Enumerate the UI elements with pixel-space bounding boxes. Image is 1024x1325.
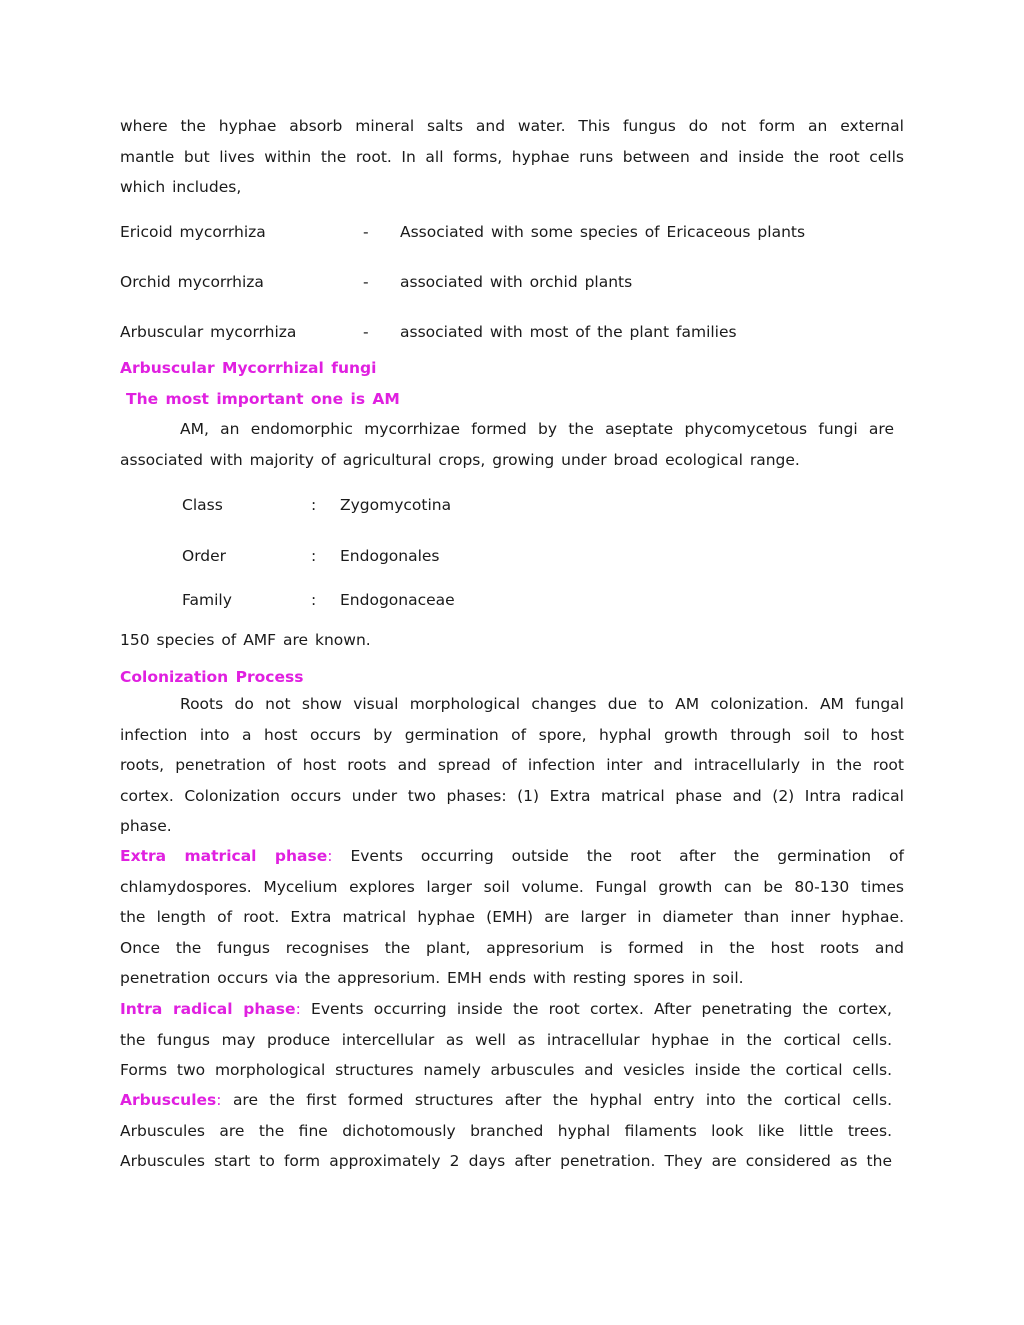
intra-first-line [120, 994, 892, 1025]
intra-line: the fungus may produce intercellular as well as intracellular hyphae in the cortical cells. [120, 1030, 892, 1049]
amf-paragraph [120, 414, 904, 475]
intra-line: Events occurring inside the root cortex. After penetrating the cortex, [311, 1000, 892, 1018]
colonization-line: infection into a host occurs by germination of spore, hyphal growth through soil to host [120, 725, 904, 744]
extra-line: the length of root. Extra matrical hyphae (EMH) are larger in diameter than inner hyphae. [120, 908, 904, 926]
taxonomy-separator: : [311, 496, 317, 514]
amf-line: associated with majority of agricultural crops, growing under broad ecological range. [120, 450, 800, 469]
extra-matrical-paragraph [120, 841, 904, 994]
arbuscules-line: Arbuscules start to form approximately 2 days after penetration. They are considered as the [120, 1152, 892, 1170]
arbuscules-paragraph [120, 1085, 892, 1177]
colonization-line: cortex. Colonization occurs under two phases: (1) Extra matrical phase and (2) Intra radical [120, 786, 904, 805]
taxonomy-separator: : [311, 547, 317, 565]
type-row-arbuscular [0, 321, 1024, 343]
colonization-line: Roots do not show visual morphological changes due to AM colonization. AM fungal [180, 695, 904, 713]
taxonomy-rank: Family [182, 591, 232, 609]
taxonomy-value: Endogonales [340, 547, 440, 565]
intro-paragraph [120, 111, 904, 203]
intra-line: Forms two morphological structures namely arbuscules and vesicles inside the cortical cells. [120, 1061, 892, 1079]
term-colon: : [216, 1091, 222, 1109]
extra-line: Once the fungus recognises the plant, appresorium is formed in the host roots and [120, 938, 904, 957]
type-name: Orchid mycorrhiza [120, 273, 264, 291]
taxonomy-separator: : [311, 591, 317, 609]
extra-line: penetration occurs via the appresorium. EMH ends with resting spores in soil. [120, 969, 744, 987]
type-separator: - [363, 323, 369, 341]
taxonomy-row-class [0, 494, 1024, 516]
type-row-ericoid [0, 221, 1024, 243]
taxonomy-row-order [0, 545, 1024, 567]
type-description: associated with orchid plants [400, 273, 633, 291]
intra-radical-term: Intra radical phase [120, 1000, 296, 1018]
taxonomy-row-family [0, 589, 1024, 611]
taxonomy-rank: Class [182, 496, 223, 514]
intra-radical-paragraph [120, 994, 892, 1086]
extra-line: Events occurring outside the root after the germination of [350, 847, 905, 865]
taxonomy-rank: Order [182, 547, 227, 565]
intro-line: mantle but lives within the root. In all forms, hyphae runs between and inside the root cells [120, 147, 904, 166]
intro-line: which includes, [120, 178, 242, 196]
taxonomy-value: Endogonaceae [340, 591, 455, 609]
type-description: associated with most of the plant families [400, 323, 737, 341]
extra-first-line [120, 841, 904, 872]
arbuscules-line: are the first formed structures after the hyphal entry into the cortical cells. [232, 1091, 892, 1109]
type-name: Arbuscular mycorrhiza [120, 323, 297, 341]
term-colon: : [295, 1000, 301, 1018]
colonization-line: phase. [120, 817, 172, 835]
type-name: Ericoid mycorrhiza [120, 223, 266, 241]
colonization-line: roots, penetration of host roots and spread of infection inter and intracellularly in the root [120, 756, 904, 774]
amf-line: AM, an endomorphic mycorrhizae formed by the aseptate phycomycetous fungi are [180, 420, 894, 438]
taxonomy-value: Zygomycotina [340, 496, 452, 514]
arbuscules-line: Arbuscules are the fine dichotomously branched hyphal filaments look like little trees. [120, 1121, 892, 1140]
arbuscules-term: Arbuscules [120, 1091, 217, 1109]
type-description: Associated with some species of Ericaceous plants [400, 223, 806, 241]
species-note: 150 species of AMF are known. [120, 631, 371, 649]
term-colon: : [327, 847, 333, 865]
type-separator: - [363, 273, 369, 291]
type-separator: - [363, 223, 369, 241]
intro-line: where the hyphae absorb mineral salts and water. This fungus do not form an external [120, 117, 904, 135]
amf-subheading: The most important one is AM [126, 390, 400, 408]
type-row-orchid [0, 271, 1024, 293]
arbuscules-first-line [120, 1085, 892, 1116]
amf-heading: Arbuscular Mycorrhizal fungi [120, 359, 377, 377]
extra-line: chlamydospores. Mycelium explores larger soil volume. Fungal growth can be 80-130 times [120, 877, 904, 896]
extra-matrical-term: Extra matrical phase [120, 847, 328, 865]
colonization-paragraph [120, 689, 904, 842]
colonization-heading: Colonization Process [120, 668, 304, 686]
